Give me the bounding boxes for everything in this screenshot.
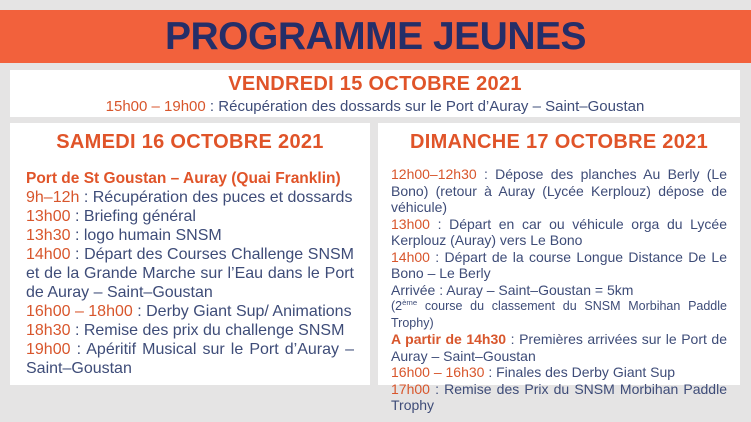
event-separator: : <box>484 364 497 380</box>
event-separator: : <box>429 380 445 397</box>
sunday-card <box>378 123 740 413</box>
event-separator: : <box>506 331 520 347</box>
event-line <box>10 97 740 116</box>
event-line <box>391 381 727 414</box>
event-time: 18h30 <box>26 322 71 339</box>
event-separator: : <box>429 215 450 232</box>
event-line <box>26 226 354 245</box>
event-text: Finales des Derby Giant Sup <box>496 364 676 380</box>
event-time: A partir de 14h30 <box>391 331 507 347</box>
event-text: course du classement du SNSM Morbihan Paddle Trophy) <box>391 299 727 330</box>
event-text: Briefing général <box>83 208 196 225</box>
event-time: 9h–12h <box>26 189 80 206</box>
sunday-heading: DIMANCHE 17 OCTOBRE 2021 <box>409 131 709 153</box>
event-separator: : <box>132 303 147 320</box>
event-text: Départ en car ou véhicule orga du Lycée Kerplouz (Auray) vers Le Bono <box>391 215 727 248</box>
event-text: Apéritif Musical sur le Port d’Auray – Saint–Goustan <box>26 341 355 377</box>
saturday-events <box>26 188 354 378</box>
event-separator: : <box>70 227 84 244</box>
event-separator: : <box>205 98 219 115</box>
event-line <box>26 245 354 302</box>
event-line <box>391 216 727 249</box>
event-line <box>26 321 354 340</box>
event-time: 16h00 – 18h00 <box>26 303 133 320</box>
event-text: Récupération des puces et dossards <box>92 189 353 206</box>
event-line <box>391 282 727 299</box>
event-line <box>26 340 354 378</box>
event-text: Départ de la course Longue Distance De Le Bono – Le Berly <box>391 248 727 281</box>
event-time: 17h00 <box>391 380 430 397</box>
event-separator: : <box>70 341 87 358</box>
event-text: Remise des Prix du SNSM Morbihan Paddle Trophy <box>391 380 727 413</box>
event-separator: : <box>476 166 496 182</box>
event-time: 13h00 <box>391 215 430 232</box>
saturday-heading: SAMEDI 16 OCTOBRE 2021 <box>56 131 324 153</box>
title-banner <box>0 10 751 63</box>
event-line <box>26 207 354 226</box>
event-separator: : <box>70 208 84 225</box>
saturday-location: Port de St Goustan – Auray (Quai Franklin) <box>26 170 341 187</box>
event-time: 15h00 – 19h00 <box>105 98 206 115</box>
event-text: Remise des prix du challenge SNSM <box>83 322 345 339</box>
event-time: 16h00 – 16h30 <box>391 364 485 380</box>
event-text: Derby Giant Sup/ Animations <box>146 303 352 320</box>
event-text: logo humain SNSM <box>83 227 222 244</box>
event-superscript: ème <box>402 297 418 307</box>
saturday-card <box>10 123 370 385</box>
event-line <box>391 166 727 216</box>
event-time: 12h00–12h30 <box>391 166 477 182</box>
event-text: Premières arrivées sur le Port de Auray – Saint–Goustan <box>391 331 727 364</box>
event-text: Arrivée : Auray – Saint–Goustan = 5km <box>391 281 634 298</box>
event-separator: : <box>79 189 93 206</box>
event-time: 13h00 <box>26 208 71 225</box>
event-time: 13h30 <box>26 227 71 244</box>
event-line <box>391 364 727 381</box>
event-line <box>391 331 727 364</box>
event-separator: : <box>70 246 85 263</box>
event-line <box>26 188 354 207</box>
event-separator: : <box>70 322 84 339</box>
event-time: 14h00 <box>26 246 71 263</box>
event-text: Récupération des dossards sur le Port d’Auray – Saint–Goustan <box>218 98 645 115</box>
friday-events <box>10 97 740 116</box>
event-line <box>391 298 727 331</box>
event-line <box>26 302 354 321</box>
event-time: 14h00 <box>391 248 430 265</box>
friday-card <box>10 70 740 117</box>
event-text: Dépose des planches Au Berly (Le Bono) (retour à Auray (Lycée Kerplouz) dépose de véhicule) <box>391 166 727 215</box>
event-line <box>391 249 727 282</box>
friday-heading: VENDREDI 15 OCTOBRE 2021 <box>228 73 522 95</box>
sunday-events <box>391 166 727 414</box>
page-title: PROGRAMME JEUNES <box>164 14 587 58</box>
event-text: Départ des Courses Challenge SNSM et de la Grande Marche sur l’Eau dans le Port de Auray – Saint–Goustan <box>26 246 354 301</box>
event-time: 19h00 <box>26 341 71 358</box>
event-text: (2 <box>391 299 403 313</box>
event-separator: : <box>429 248 445 265</box>
